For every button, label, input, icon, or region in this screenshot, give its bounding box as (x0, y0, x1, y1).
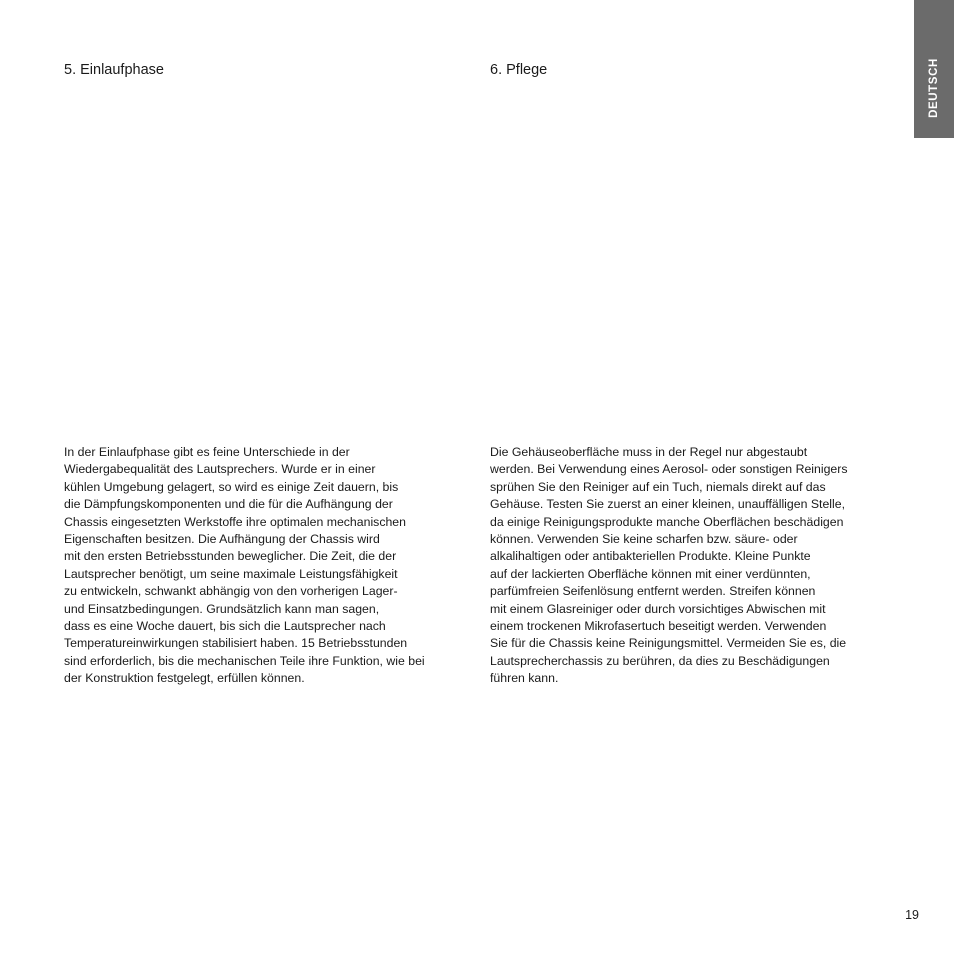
text-line: alkalihaltigen oder antibakteriellen Produkte. Kleine Punkte (490, 549, 811, 564)
text-line: Wiedergabequalität des Lautsprechers. Wurde er in einer (64, 462, 376, 477)
text-line: Temperatureinwirkungen stabilisiert haben. 15 Betriebsstunden (64, 636, 408, 651)
text-line: der Konstruktion festgelegt, erfüllen können. (64, 671, 305, 686)
text-line: führen kann. (490, 671, 559, 686)
text-line: auf der lackierten Oberfläche können mit einer verdünnten, (490, 566, 811, 581)
text-line: werden. Bei Verwendung eines Aerosol- oder sonstigen Reinigers (490, 462, 848, 477)
text-line: Lautsprecher benötigt, um seine maximale Leistungsfähigkeit (64, 566, 398, 581)
text-line: dass es eine Woche dauert, bis sich die Lautsprecher nach (64, 619, 386, 634)
page-number: 19 (905, 908, 919, 922)
text-line: Eigenschaften besitzen. Die Aufhängung der Chassis wird (64, 532, 380, 547)
text-line: sprühen Sie den Reiniger auf ein Tuch, niemals direkt auf das (490, 479, 826, 494)
language-tab (914, 0, 954, 138)
section-heading-einlaufphase: 5. Einlaufphase (64, 62, 164, 78)
text-line: sind erforderlich, bis die mechanischen Teile ihre Funktion, wie bei (64, 653, 425, 668)
text-line: kühlen Umgebung gelagert, so wird es einige Zeit dauern, bis (64, 479, 399, 494)
text-line: Chassis eingesetzten Werkstoffe ihre optimalen mechanischen (64, 514, 406, 529)
text-line: In der Einlaufphase gibt es feine Unterschiede in der (64, 445, 350, 459)
text-line: können. Verwenden Sie keine scharfen bzw. säure- oder (490, 532, 798, 547)
paragraph-einlaufphase (64, 444, 464, 688)
text-line: da einige Reinigungsprodukte manche Oberflächen beschädigen (490, 514, 844, 529)
text-line: zu entwickeln, schwankt abhängig von den vorherigen Lager- (64, 584, 398, 599)
text-line: Gehäuse. Testen Sie zuerst an einer kleinen, unauffälligen Stelle, (490, 497, 846, 512)
text-line: mit einem Glasreiniger oder durch vorsichtiges Abwischen mit (490, 601, 826, 616)
text-line: mit den ersten Betriebsstunden beweglicher. Die Zeit, die der (64, 549, 397, 564)
text-line: Sie für die Chassis keine Reinigungsmittel. Vermeiden Sie es, die (490, 636, 847, 651)
text-line: und Einsatzbedingungen. Grundsätzlich kann man sagen, (64, 601, 380, 616)
paragraph-pflege (490, 444, 890, 688)
text-line: die Dämpfungskomponenten und die für die Aufhängung der (64, 497, 393, 512)
language-tab-label: DEUTSCH (928, 58, 940, 118)
text-line: parfümfreien Seifenlösung entfernt werden. Streifen können (490, 584, 816, 599)
text-line: Lautsprecherchassis zu berühren, da dies zu Beschädigungen (490, 653, 830, 668)
text-line: einem trockenen Mikrofasertuch beseitigt werden. Verwenden (490, 619, 827, 634)
text-line: Die Gehäuseoberfläche muss in der Regel nur abgestaubt (490, 445, 808, 459)
section-heading-pflege: 6. Pflege (490, 62, 548, 78)
